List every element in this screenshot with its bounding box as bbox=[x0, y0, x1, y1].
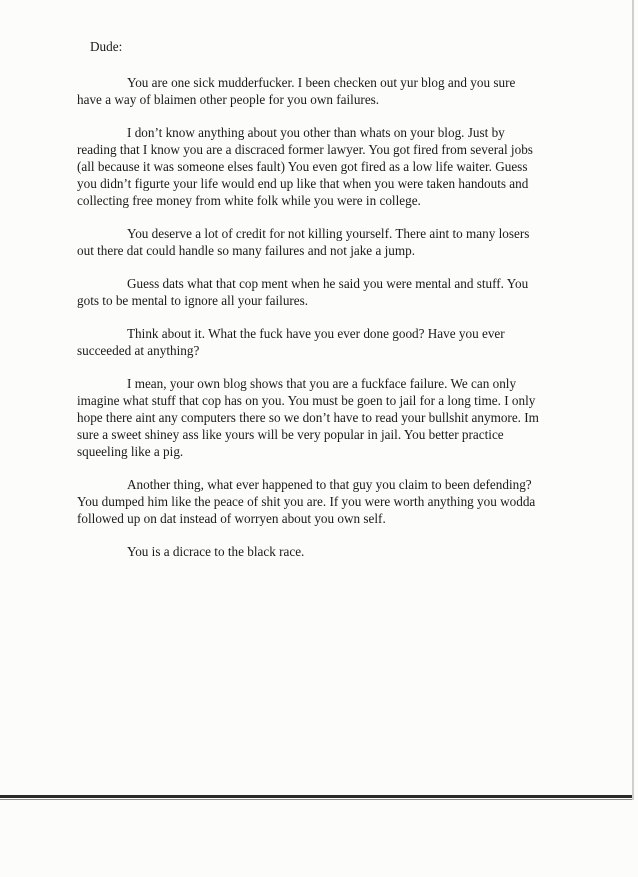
paragraph-8: You is a dicrace to the black race. bbox=[127, 544, 305, 559]
paragraph-6: I mean, your own blog shows that you are a fuckface failure. We can only imagine what stuff that cop has on you. You must be goen to jail for a long time. I only hope there aint any computers there so we don’t have to read your bullshit anymore. Im sure a sweet shiney ass like yours will be very popular in jail. You better practice squeeling like a pig. bbox=[77, 376, 539, 459]
paragraph-7: Another thing, what ever happened to that guy you claim to been defending? You dumped him like the peace of shit you are. If you were worth anything you wodda followed up on dat instead of worryen about you own self. bbox=[77, 477, 536, 526]
paragraph-5: Think about it. What the fuck have you ever done good? Have you ever succeeded at anything? bbox=[77, 326, 505, 358]
salutation: Dude: bbox=[90, 39, 123, 54]
letter-body bbox=[77, 38, 541, 576]
paragraph-2: I don’t know anything about you other than whats on your blog. Just by reading that I know you are a discraced former lawyer. You got fired from several jobs (all because it was someone elses fault) You even got fired as a low life waiter. Guess you didn’t figurte your life would end up like that when you were taken handouts and collecting free money from white folk while you were in college. bbox=[77, 125, 533, 208]
paragraph-3: You deserve a lot of credit for not killing yourself. There aint to many losers out there dat could handle so many failures and not jake a jump. bbox=[77, 226, 530, 258]
page-bottom-edge bbox=[0, 795, 632, 798]
page-bottom-edge-shadow bbox=[0, 799, 632, 800]
paragraph-1: You are one sick mudderfucker. I been checken out yur blog and you sure have a way of blaimen other people for you own failures. bbox=[77, 75, 516, 107]
page-edge-shadow bbox=[632, 0, 634, 800]
paragraph-4: Guess dats what that cop ment when he said you were mental and stuff. You gots to be mental to ignore all your failures. bbox=[77, 276, 529, 308]
